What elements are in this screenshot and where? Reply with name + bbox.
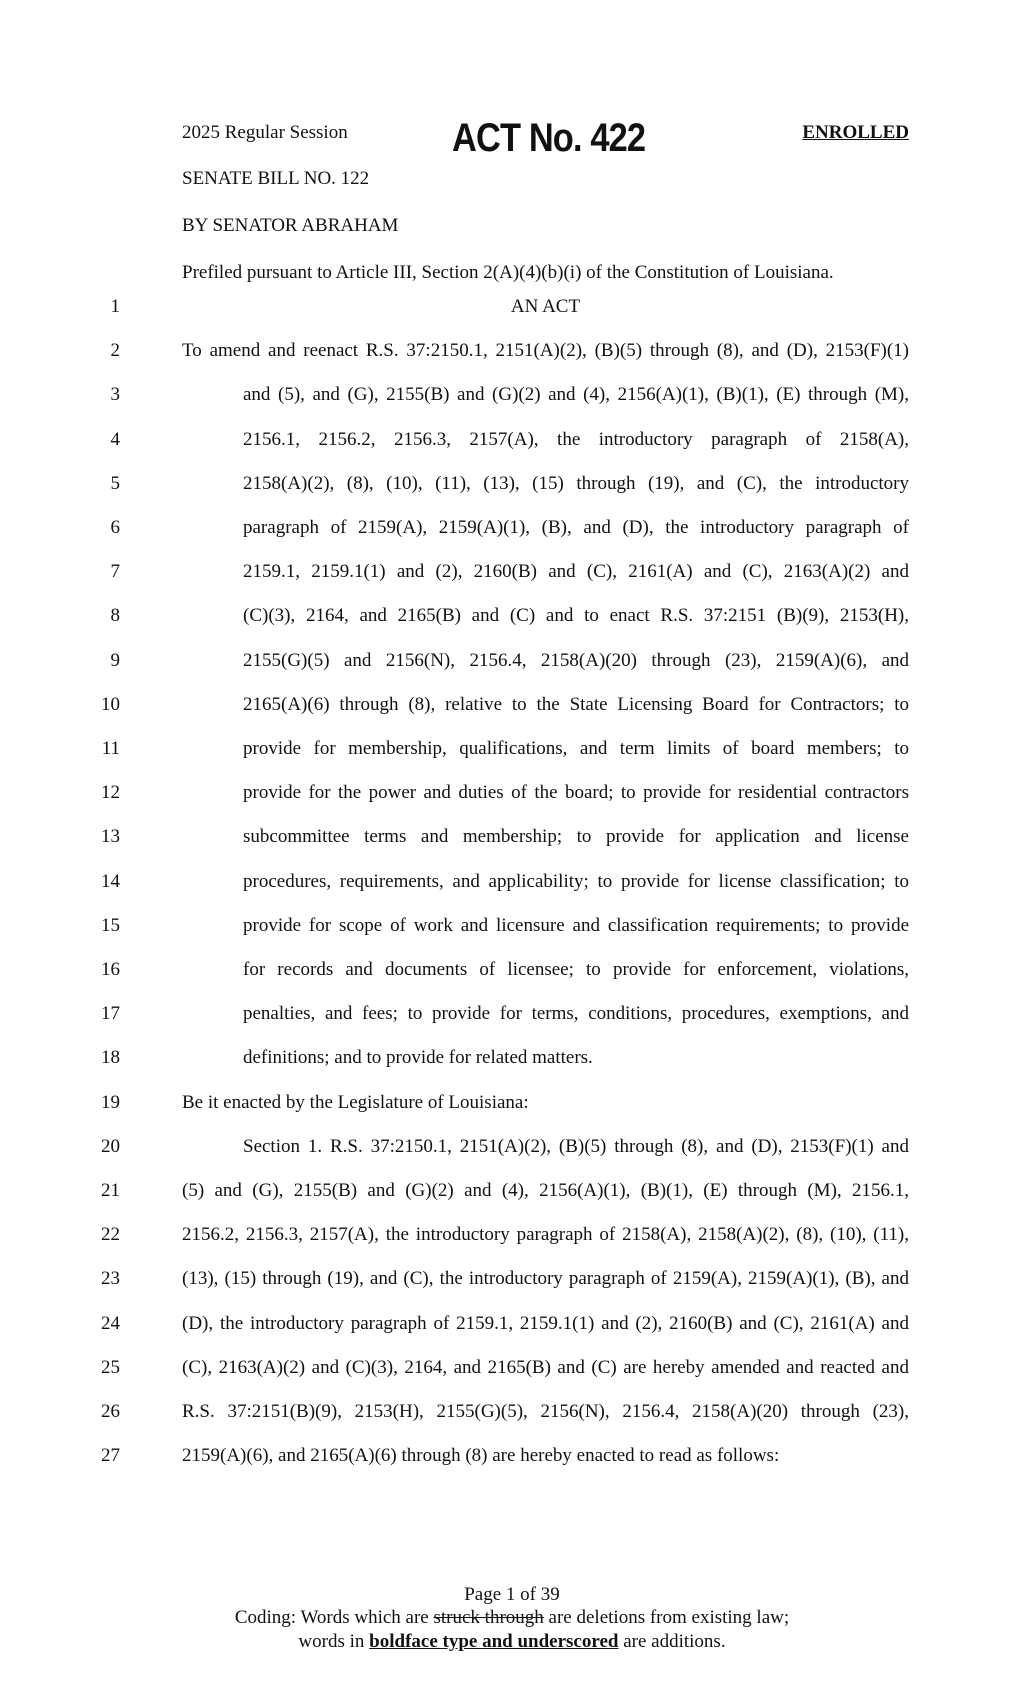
- bill-line: [0, 340, 1024, 366]
- bill-line: [0, 915, 1024, 941]
- bill-line: [0, 517, 1024, 543]
- line-text: (5) and (G), 2155(B) and (G)(2) and (4), 2156(A)(1), (B)(1), (E) through (M), 2156.1,: [182, 1180, 909, 1201]
- line-number: 16: [101, 959, 120, 980]
- line-text: 2159(A)(6), and 2165(A)(6) through (8) are hereby enacted to read as follows:: [182, 1445, 780, 1467]
- line-text: and (5), and (G), 2155(B) and (G)(2) and (4), 2156(A)(1), (B)(1), (E) through (M),: [243, 384, 909, 406]
- coding-text: are additions.: [623, 1631, 726, 1652]
- line-text: provide for membership, qualifications, and term limits of board members; to: [243, 738, 909, 759]
- bill-line: [0, 1357, 1024, 1383]
- line-text: AN ACT: [510, 296, 581, 317]
- enrolled-status: ENROLLED: [802, 122, 909, 143]
- coding-legend: [0, 1606, 1024, 1654]
- bill-line: [0, 1136, 1024, 1162]
- bill-line: [0, 738, 1024, 764]
- bill-line: [0, 1092, 1024, 1118]
- bill-line: [0, 1445, 1024, 1471]
- line-number: 10: [101, 693, 120, 715]
- bill-line: [0, 473, 1024, 499]
- line-number: 23: [101, 1268, 120, 1290]
- line-number: 18: [101, 1047, 120, 1069]
- line-number: 6: [110, 517, 120, 538]
- line-text: provide for the power and duties of the board; to provide for residential contractors: [243, 782, 909, 804]
- coding-text: are deletions from existing law;: [548, 1607, 790, 1628]
- line-number: 12: [101, 782, 120, 804]
- page-number: Page 1 of 39: [464, 1584, 560, 1605]
- line-number: 2: [110, 340, 120, 362]
- line-text: 2158(A)(2), (8), (10), (11), (13), (15) through (19), and (C), the introductory: [243, 472, 909, 494]
- line-number: 5: [110, 472, 120, 494]
- line-number: 20: [101, 1135, 120, 1157]
- line-text: (C), 2163(A)(2) and (C)(3), 2164, and 2165(B) and (C) are hereby amended and reacted and: [182, 1356, 909, 1378]
- line-number: 17: [101, 1003, 120, 1025]
- line-number: 14: [101, 870, 120, 892]
- bill-line: [0, 1401, 1024, 1427]
- bill-line: [0, 429, 1024, 455]
- line-number: 15: [101, 914, 120, 936]
- bill-number: SENATE BILL NO. 122: [182, 168, 370, 189]
- line-number: 25: [101, 1356, 120, 1378]
- line-text: 2165(A)(6) through (8), relative to the State Licensing Board for Contractors; to: [243, 693, 909, 715]
- line-text: for records and documents of licensee; to provide for enforcement, violations,: [243, 959, 909, 980]
- bill-line: [0, 605, 1024, 631]
- line-text: 2159.1, 2159.1(1) and (2), 2160(B) and (C), 2161(A) and (C), 2163(A)(2) and: [243, 561, 909, 583]
- coding-line-2: [0, 1630, 1024, 1654]
- coding-line-1: [0, 1606, 1024, 1630]
- line-number: 9: [110, 649, 120, 671]
- bill-line: [0, 1180, 1024, 1206]
- line-number: 11: [101, 738, 120, 759]
- line-text: paragraph of 2159(A), 2159(A)(1), (B), and (D), the introductory paragraph of: [243, 517, 909, 538]
- bill-line: [0, 384, 1024, 410]
- line-text: (13), (15) through (19), and (C), the introductory paragraph of 2159(A), 2159(A)(1), (B), and: [182, 1268, 909, 1290]
- line-text: provide for scope of work and licensure and classification requirements; to provide: [243, 914, 909, 936]
- line-text: 2155(G)(5) and 2156(N), 2156.4, 2158(A)(20) through (23), 2159(A)(6), and: [243, 649, 909, 671]
- line-number: 27: [101, 1445, 120, 1467]
- line-text: 2156.1, 2156.2, 2156.3, 2157(A), the introductory paragraph of 2158(A),: [243, 428, 909, 450]
- struck-example: struck through: [433, 1607, 544, 1628]
- line-number: 7: [110, 561, 120, 583]
- bill-line: [0, 959, 1024, 985]
- line-number: 8: [110, 605, 120, 627]
- bill-line: [0, 694, 1024, 720]
- line-text: Section 1. R.S. 37:2150.1, 2151(A)(2), (B)(5) through (8), and (D), 2153(F)(1) and: [243, 1135, 909, 1157]
- line-text: To amend and reenact R.S. 37:2150.1, 2151(A)(2), (B)(5) through (8), and (D), 2153(F)(1): [182, 340, 909, 362]
- bill-line: [0, 1047, 1024, 1073]
- line-text: (C)(3), 2164, and 2165(B) and (C) and to enact R.S. 37:2151 (B)(9), 2153(H),: [243, 605, 909, 627]
- line-text: penalties, and fees; to provide for terms, conditions, procedures, exemptions, and: [243, 1003, 909, 1025]
- line-text: R.S. 37:2151(B)(9), 2153(H), 2155(G)(5), 2156(N), 2156.4, 2158(A)(20) through (23),: [182, 1401, 909, 1422]
- bill-line: [0, 826, 1024, 852]
- line-text: (D), the introductory paragraph of 2159.1, 2159.1(1) and (2), 2160(B) and (C), 2161(A) and: [182, 1312, 909, 1334]
- line-number: 1: [110, 296, 120, 317]
- line-text: 2156.2, 2156.3, 2157(A), the introductory paragraph of 2158(A), 2158(A)(2), (8), (10), (11),: [182, 1224, 909, 1246]
- line-text: procedures, requirements, and applicability; to provide for license classification; to: [243, 870, 909, 892]
- line-number: 21: [101, 1180, 120, 1201]
- line-text: subcommittee terms and membership; to provide for application and license: [243, 826, 909, 848]
- line-number: 24: [101, 1312, 120, 1334]
- act-number: ACT No. 422: [452, 116, 646, 160]
- bill-line: [0, 650, 1024, 676]
- bill-line: [0, 782, 1024, 808]
- line-text: definitions; and to provide for related matters.: [243, 1047, 593, 1069]
- line-number: 4: [110, 428, 120, 450]
- line-number: 13: [101, 826, 120, 848]
- coding-text: Coding: Words which are: [234, 1607, 429, 1628]
- bill-line: [0, 871, 1024, 897]
- bill-line: [0, 1268, 1024, 1294]
- line-number: 3: [110, 384, 120, 406]
- line-number: 26: [101, 1401, 120, 1422]
- coding-text: words in: [298, 1631, 365, 1652]
- line-number: 19: [101, 1091, 120, 1113]
- bill-line: [0, 561, 1024, 587]
- line-text: Be it enacted by the Legislature of Louisiana:: [182, 1091, 529, 1113]
- addition-example: boldface type and underscored: [369, 1631, 619, 1652]
- line-number: 22: [101, 1224, 120, 1246]
- prefiled-note: Prefiled pursuant to Article III, Section 2(A)(4)(b)(i) of the Constitution of Louisiana.: [182, 262, 834, 283]
- bill-line: [0, 296, 1024, 322]
- bill-author: BY SENATOR ABRAHAM: [182, 215, 399, 236]
- bill-line: [0, 1003, 1024, 1029]
- bill-line: [0, 1224, 1024, 1250]
- session-label: 2025 Regular Session: [182, 122, 348, 143]
- bill-line: [0, 1313, 1024, 1339]
